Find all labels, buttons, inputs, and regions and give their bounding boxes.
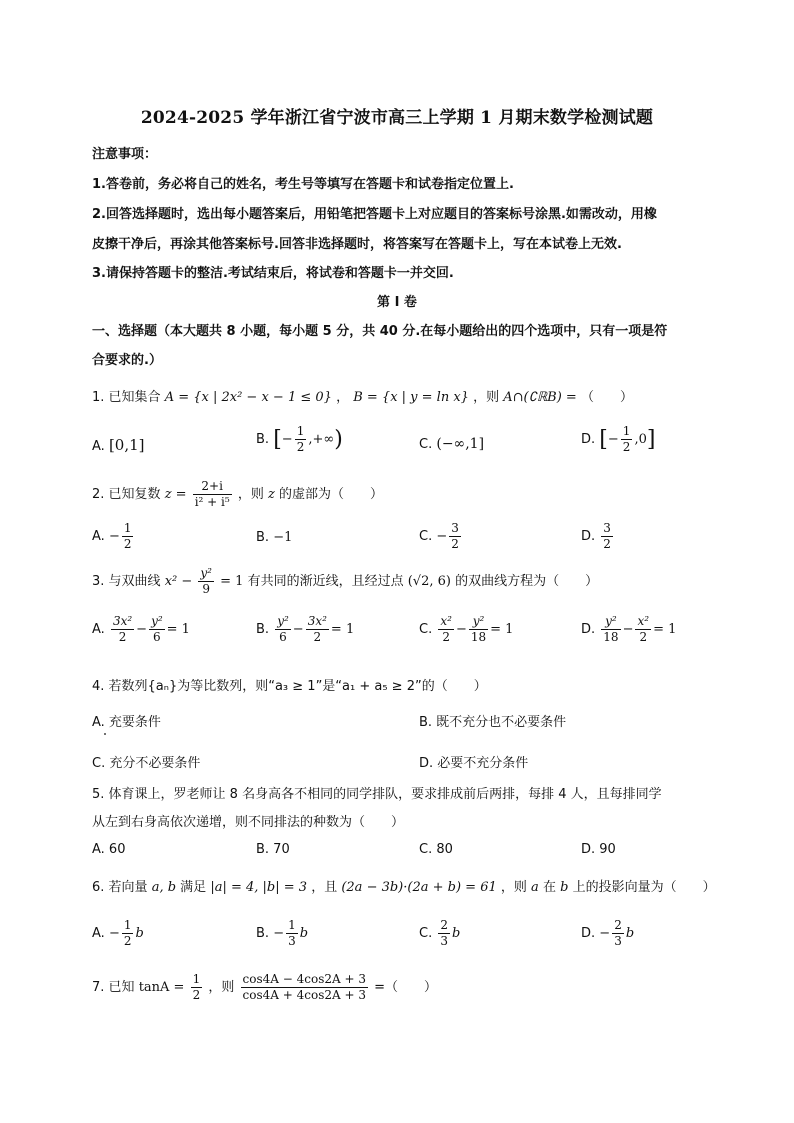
q6-text3: ，且	[311, 880, 338, 895]
question-5-line1: 5. 体育课上，罗老师让 8 名身高各不相同的同学排队，要求排成前后两排，每排 4 人，且每排同学	[92, 787, 662, 802]
frac-numerator: 1	[123, 521, 132, 535]
frac-denominator: 2	[296, 440, 305, 454]
q7-tan: tanA =	[138, 980, 185, 995]
frac-denominator: 2	[603, 537, 611, 551]
option-letter: C.	[419, 926, 433, 941]
question-6	[92, 876, 716, 895]
q6-text4: ，则	[500, 880, 527, 895]
q3-eq: x² −	[164, 574, 193, 589]
frac-numerator: 3	[451, 521, 459, 535]
q3-suffix: 的双曲线方程为（ ）	[455, 574, 599, 589]
frac-denominator: 3	[440, 934, 448, 948]
option-letter: A.	[92, 926, 105, 941]
frac-numerator: 2+i	[193, 479, 232, 495]
q3-eq2: = 1	[220, 574, 244, 589]
question-1	[92, 386, 633, 405]
notice-item-2a: 2.回答选择题时，选出每小题答案后，用铅笔把答题卡上对应题目的答案标号涂黑.如需改动，用橡	[92, 207, 657, 222]
q2-option-d[interactable]	[581, 521, 615, 552]
option-letter: C.	[419, 529, 433, 544]
q6-text5: 在	[542, 880, 556, 895]
q1-expression: A∩(∁ℝB) =	[503, 390, 577, 405]
q4-option-a[interactable]: A. 充要条件	[92, 715, 161, 730]
q2-mid: ，则	[237, 487, 264, 502]
frac-numerator: 1	[622, 424, 631, 438]
frac-numerator: 2	[614, 918, 622, 932]
q2-prefix: 2. 已知复数	[92, 487, 161, 502]
q3-point: (√2, 6)	[407, 574, 451, 589]
notice-item-1: 1.答卷前，务必将自己的姓名，考生号等填写在答题卡和试卷指定位置上.	[92, 177, 514, 192]
q6-equation: (2a − 3b)·(2a + b) = 61	[341, 880, 497, 895]
frac-numerator: 1	[192, 972, 201, 986]
q4-option-d[interactable]: D. 必要不充分条件	[419, 756, 529, 771]
question-5-line2: 从左到右身高依次递增，则不同排法的种数为（ ）	[92, 815, 405, 830]
q5-option-c[interactable]: C. 80	[419, 842, 453, 857]
q3-option-b[interactable]: B. $\frac{\text{y²}}{6}$ − $\frac{\text{3x²}}{2}$ = 1	[256, 614, 355, 644]
option-value: −1	[273, 530, 293, 545]
q1-option-c[interactable]	[419, 436, 484, 452]
q4-option-b[interactable]: B. 既不充分也不必要条件	[419, 715, 567, 730]
q4-option-c[interactable]: C. 充分不必要条件	[92, 756, 201, 771]
q5-option-d[interactable]: D. 90	[581, 842, 616, 857]
option-letter: A.	[92, 622, 105, 637]
q1-sep: ，	[336, 390, 350, 405]
frac-numerator: 1	[123, 918, 132, 932]
frac-numerator: 3	[603, 521, 611, 535]
option-value: (−∞,1]	[436, 436, 485, 452]
q5-option-b[interactable]: B. 70	[256, 842, 290, 857]
q6-condition: |a| = 4, |b| = 3	[210, 880, 308, 895]
frac-denominator: 3	[288, 934, 296, 948]
frac-denominator: 2	[192, 988, 201, 1002]
q7-mid: ，则	[208, 980, 235, 995]
q1-option-b[interactable]: B. [− $\frac{1}{2}$ ,+∞)	[256, 424, 343, 454]
frac-numerator: y²	[200, 566, 212, 580]
q2-option-b[interactable]	[256, 530, 292, 545]
option-letter: D.	[581, 926, 596, 941]
q6-vector-a: a	[531, 880, 539, 895]
q6-option-c[interactable]: C. $\frac{2}{3}$ b	[419, 918, 461, 948]
q2-z: z =	[164, 487, 187, 502]
frac-denominator: 2	[622, 440, 631, 454]
q1-ask: ，则	[473, 390, 500, 405]
option-letter: D.	[581, 529, 596, 544]
frac-denominator: 3	[614, 934, 622, 948]
q1-set-b: B = {x | y = ln x}	[353, 390, 469, 405]
part-title: 第 I 卷	[377, 295, 417, 310]
frac-numerator: cos4A − 4cos2A + 3	[242, 972, 366, 986]
q2-suffix: 的虚部为（ ）	[278, 487, 383, 502]
frac-denominator: 2	[451, 537, 459, 551]
q6-text1: 6. 若向量	[92, 880, 148, 895]
question-2	[92, 479, 383, 510]
frac-denominator: i² + i⁵	[194, 495, 230, 509]
q1-set-a: A = {x | 2x² − x − 1 ≤ 0}	[164, 390, 332, 405]
notice-item-2b: 皮擦干净后，再涂其他答案标号.回答非选择题时，将答案写在答题卡上，写在本试卷上无效.	[92, 237, 622, 252]
notice-item-3: 3.请保持答题卡的整洁.考试结束后，将试卷和答题卡一并交回.	[92, 266, 454, 281]
option-letter: B.	[256, 530, 270, 545]
q1-option-d[interactable]: D. [− $\frac{1}{2}$ ,0]	[581, 424, 656, 454]
option-letter: C.	[419, 437, 433, 452]
q6-text2: 满足	[180, 880, 207, 895]
option-letter: D.	[581, 432, 596, 447]
option-letter: A.	[92, 529, 105, 544]
q7-suffix: =（ ）	[374, 980, 438, 995]
q2-option-a[interactable]: A. − $\frac{1}{2}$	[92, 521, 132, 551]
option-letter: B.	[256, 432, 270, 447]
q1-prefix: 1. 已知集合	[92, 390, 161, 405]
q3-mid: 有共同的渐近线，且经过点	[247, 574, 404, 589]
q5-option-a[interactable]: A. 60	[92, 842, 126, 857]
q7-prefix: 7. 已知	[92, 980, 135, 995]
option-letter: D.	[581, 622, 596, 637]
option-value: [0,1]	[108, 436, 145, 454]
question-3	[92, 566, 598, 597]
option-letter: B.	[256, 622, 270, 637]
q3-option-c[interactable]: C. $\frac{\text{x²}}{2}$ − $\frac{\text{y²}}{18}$ = 1	[419, 614, 514, 644]
q2-option-c[interactable]: C. − $\frac{3}{2}$	[419, 521, 459, 551]
q3-prefix: 3. 与双曲线	[92, 574, 161, 589]
question-7	[92, 972, 437, 1003]
q1-option-a[interactable]	[92, 436, 145, 454]
q6-vectors: a, b	[151, 880, 177, 895]
frac-denominator: 9	[202, 582, 211, 596]
q6-vector-b: b	[560, 880, 569, 895]
frac-numerator: 1	[296, 424, 305, 438]
frac-denominator: 2	[123, 537, 132, 551]
question-4: 4. 若数列{aₙ}为等比数列，则“a₃ ≥ 1”是“a₁ + a₅ ≥ 2”的（ ）	[92, 679, 487, 694]
q6-option-a[interactable]: A. − $\frac{1}{2}$ b	[92, 918, 144, 948]
option-letter: C.	[419, 622, 433, 637]
q3-option-a[interactable]: A. $\frac{\text{3x²}}{2}$ − $\frac{\text{y²}}{6}$ = 1	[92, 614, 190, 644]
frac-denominator: 2	[123, 934, 132, 948]
q6-option-d[interactable]: D. − $\frac{2}{3}$ b	[581, 918, 635, 948]
notice-heading: 注意事项：	[92, 147, 158, 162]
section-heading-line2: 合要求的.）	[92, 353, 162, 368]
q6-text6: 上的投影向量为（ ）	[572, 880, 716, 895]
page-title: 2024-2025 学年浙江省宁波市高三上学期 1 月期末数学检测试题	[140, 108, 654, 128]
q6-option-b[interactable]: B. − $\frac{1}{3}$ b	[256, 918, 309, 948]
frac-numerator: 1	[288, 918, 296, 932]
q2-var: z	[267, 487, 275, 502]
q1-blank: （ ）	[580, 390, 633, 405]
q3-option-d[interactable]: D. $\frac{\text{y²}}{18}$ − $\frac{\text{x²}}{2}$ = 1	[581, 614, 677, 644]
section-heading-line1: 一、选择题（本大题共 8 小题，每小题 5 分，共 40 分.在每小题给出的四个选项中，只有一项是符	[92, 324, 668, 339]
stray-dot	[104, 733, 106, 735]
frac-numerator: 2	[440, 918, 448, 932]
option-letter: A.	[92, 439, 105, 454]
frac-denominator: cos4A + 4cos2A + 3	[242, 988, 366, 1002]
option-letter: B.	[256, 926, 270, 941]
